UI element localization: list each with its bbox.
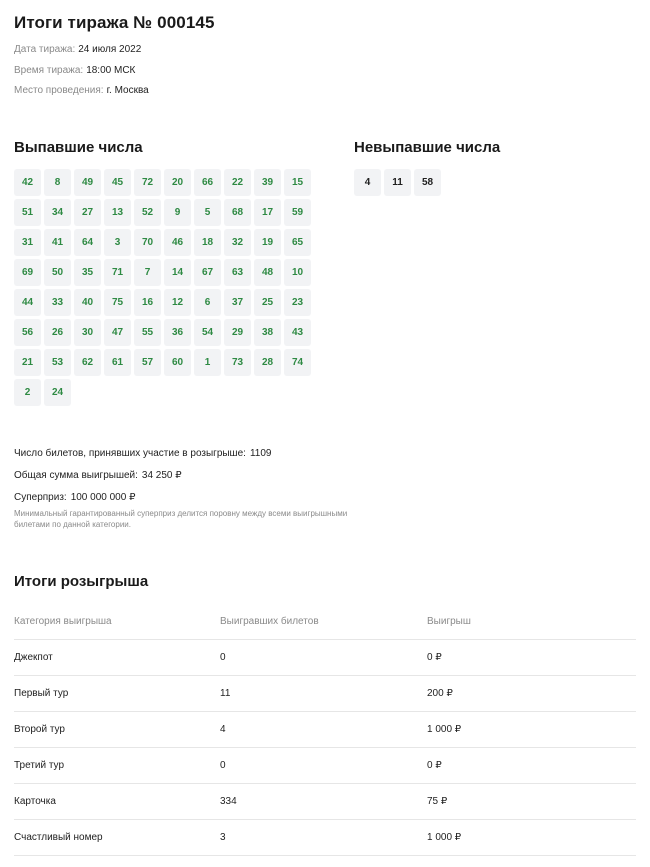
drawn-number-ball: 68	[224, 199, 251, 226]
draw-date-value: 24 июля 2022	[78, 44, 142, 55]
drawn-number-ball: 38	[254, 319, 281, 346]
not-drawn-number-ball: 58	[414, 169, 441, 196]
superprize-value: 100 000 000 ₽	[70, 492, 136, 503]
drawn-number-ball: 26	[44, 319, 71, 346]
drawn-number-ball: 2	[14, 379, 41, 406]
table-row	[14, 676, 636, 712]
drawn-number-ball: 46	[164, 229, 191, 256]
drawn-number-ball: 74	[284, 349, 311, 376]
drawn-number-ball: 51	[14, 199, 41, 226]
page-title: Итоги тиража № 000145	[14, 13, 215, 32]
cell-winners: 334	[220, 784, 427, 820]
cell-prize: 1 000 ₽	[427, 712, 636, 748]
drawn-numbers-heading: Выпавшие числа	[14, 139, 143, 156]
drawn-number-ball: 60	[164, 349, 191, 376]
drawn-number-ball: 36	[164, 319, 191, 346]
cell-winners: 4	[220, 712, 427, 748]
column-header-winners: Выигравших билетов	[220, 603, 427, 640]
drawn-number-ball: 5	[194, 199, 221, 226]
drawn-number-ball: 30	[74, 319, 101, 346]
drawn-number-ball: 41	[44, 229, 71, 256]
results-table	[14, 603, 636, 856]
drawn-number-ball: 63	[224, 259, 251, 286]
drawn-number-ball: 31	[14, 229, 41, 256]
drawn-number-ball: 66	[194, 169, 221, 196]
draw-time	[14, 65, 135, 76]
cell-category: Счастливый номер	[14, 820, 220, 856]
cell-prize: 200 ₽	[427, 676, 636, 712]
drawn-number-ball: 56	[14, 319, 41, 346]
drawn-number-ball: 16	[134, 289, 161, 316]
draw-place-label: Место проведения:	[14, 85, 104, 96]
drawn-number-ball: 27	[74, 199, 101, 226]
cell-category: Карточка	[14, 784, 220, 820]
cell-category: Третий тур	[14, 748, 220, 784]
draw-place-value: г. Москва	[106, 85, 149, 96]
drawn-number-ball: 67	[194, 259, 221, 286]
drawn-number-ball: 57	[134, 349, 161, 376]
superprize	[14, 492, 135, 503]
drawn-number-ball: 49	[74, 169, 101, 196]
drawn-number-ball: 52	[134, 199, 161, 226]
drawn-number-ball: 9	[164, 199, 191, 226]
cell-winners: 0	[220, 748, 427, 784]
drawn-number-ball: 45	[104, 169, 131, 196]
not-drawn-number-ball: 4	[354, 169, 381, 196]
draw-date	[14, 44, 141, 55]
cell-prize: 0 ₽	[427, 748, 636, 784]
drawn-number-ball: 47	[104, 319, 131, 346]
drawn-number-ball: 1	[194, 349, 221, 376]
cell-prize: 0 ₽	[427, 640, 636, 676]
drawn-number-ball: 8	[44, 169, 71, 196]
drawn-number-ball: 35	[74, 259, 101, 286]
drawn-number-ball: 33	[44, 289, 71, 316]
draw-place	[14, 85, 149, 96]
drawn-number-ball: 43	[284, 319, 311, 346]
drawn-number-ball: 64	[74, 229, 101, 256]
drawn-number-ball: 53	[44, 349, 71, 376]
drawn-number-ball: 62	[74, 349, 101, 376]
table-row	[14, 712, 636, 748]
drawn-number-ball: 12	[164, 289, 191, 316]
drawn-number-ball: 14	[164, 259, 191, 286]
drawn-number-ball: 70	[134, 229, 161, 256]
results-table-header	[14, 603, 636, 640]
drawn-number-ball: 40	[74, 289, 101, 316]
total-winnings-value: 34 250 ₽	[141, 470, 182, 481]
table-row	[14, 748, 636, 784]
drawn-number-ball: 61	[104, 349, 131, 376]
column-header-category: Категория выигрыша	[14, 603, 220, 640]
drawn-number-ball: 24	[44, 379, 71, 406]
cell-prize: 1 000 ₽	[427, 820, 636, 856]
results-heading: Итоги розыгрыша	[14, 573, 149, 590]
drawn-number-ball: 69	[14, 259, 41, 286]
tickets-count-value: 1109	[249, 448, 272, 459]
table-row	[14, 640, 636, 676]
drawn-number-ball: 23	[284, 289, 311, 316]
drawn-number-ball: 29	[224, 319, 251, 346]
drawn-number-ball: 15	[284, 169, 311, 196]
cell-winners: 0	[220, 640, 427, 676]
table-row	[14, 784, 636, 820]
drawn-number-ball: 21	[14, 349, 41, 376]
drawn-number-ball: 32	[224, 229, 251, 256]
drawn-number-ball: 28	[254, 349, 281, 376]
drawn-number-ball: 25	[254, 289, 281, 316]
drawn-number-ball: 13	[104, 199, 131, 226]
superprize-label: Суперприз:	[14, 492, 67, 503]
tickets-count	[14, 448, 271, 459]
cell-category: Джекпот	[14, 640, 220, 676]
drawn-number-ball: 73	[224, 349, 251, 376]
superprize-note: Минимальный гарантированный суперприз делится поровну между всеми выигрышными билетами по данной категории.	[14, 509, 348, 529]
total-winnings	[14, 470, 182, 481]
cell-winners: 3	[220, 820, 427, 856]
cell-category: Первый тур	[14, 676, 220, 712]
drawn-number-ball: 37	[224, 289, 251, 316]
drawn-number-ball: 10	[284, 259, 311, 286]
drawn-number-ball: 7	[134, 259, 161, 286]
drawn-number-ball: 59	[284, 199, 311, 226]
drawn-number-ball: 6	[194, 289, 221, 316]
drawn-numbers-grid	[14, 169, 311, 406]
draw-time-value: 18:00 МСК	[86, 65, 136, 76]
drawn-number-ball: 48	[254, 259, 281, 286]
drawn-number-ball: 3	[104, 229, 131, 256]
drawn-number-ball: 39	[254, 169, 281, 196]
drawn-number-ball: 71	[104, 259, 131, 286]
drawn-number-ball: 54	[194, 319, 221, 346]
drawn-number-ball: 75	[104, 289, 131, 316]
not-drawn-numbers-heading: Невыпавшие числа	[354, 139, 501, 156]
cell-winners: 11	[220, 676, 427, 712]
drawn-number-ball: 20	[164, 169, 191, 196]
draw-date-label: Дата тиража:	[14, 44, 76, 55]
drawn-number-ball: 65	[284, 229, 311, 256]
drawn-number-ball: 34	[44, 199, 71, 226]
drawn-number-ball: 17	[254, 199, 281, 226]
not-drawn-numbers-grid	[354, 169, 441, 196]
drawn-number-ball: 19	[254, 229, 281, 256]
drawn-number-ball: 18	[194, 229, 221, 256]
drawn-number-ball: 22	[224, 169, 251, 196]
table-row	[14, 820, 636, 856]
drawn-number-ball: 72	[134, 169, 161, 196]
column-header-prize: Выигрыш	[427, 603, 636, 640]
tickets-count-label: Число билетов, принявших участие в розыгрыше:	[14, 448, 246, 459]
drawn-number-ball: 44	[14, 289, 41, 316]
not-drawn-number-ball: 11	[384, 169, 411, 196]
draw-time-label: Время тиража:	[14, 65, 84, 76]
total-winnings-label: Общая сумма выигрышей:	[14, 470, 138, 481]
cell-prize: 75 ₽	[427, 784, 636, 820]
drawn-number-ball: 50	[44, 259, 71, 286]
drawn-number-ball: 42	[14, 169, 41, 196]
cell-category: Второй тур	[14, 712, 220, 748]
drawn-number-ball: 55	[134, 319, 161, 346]
